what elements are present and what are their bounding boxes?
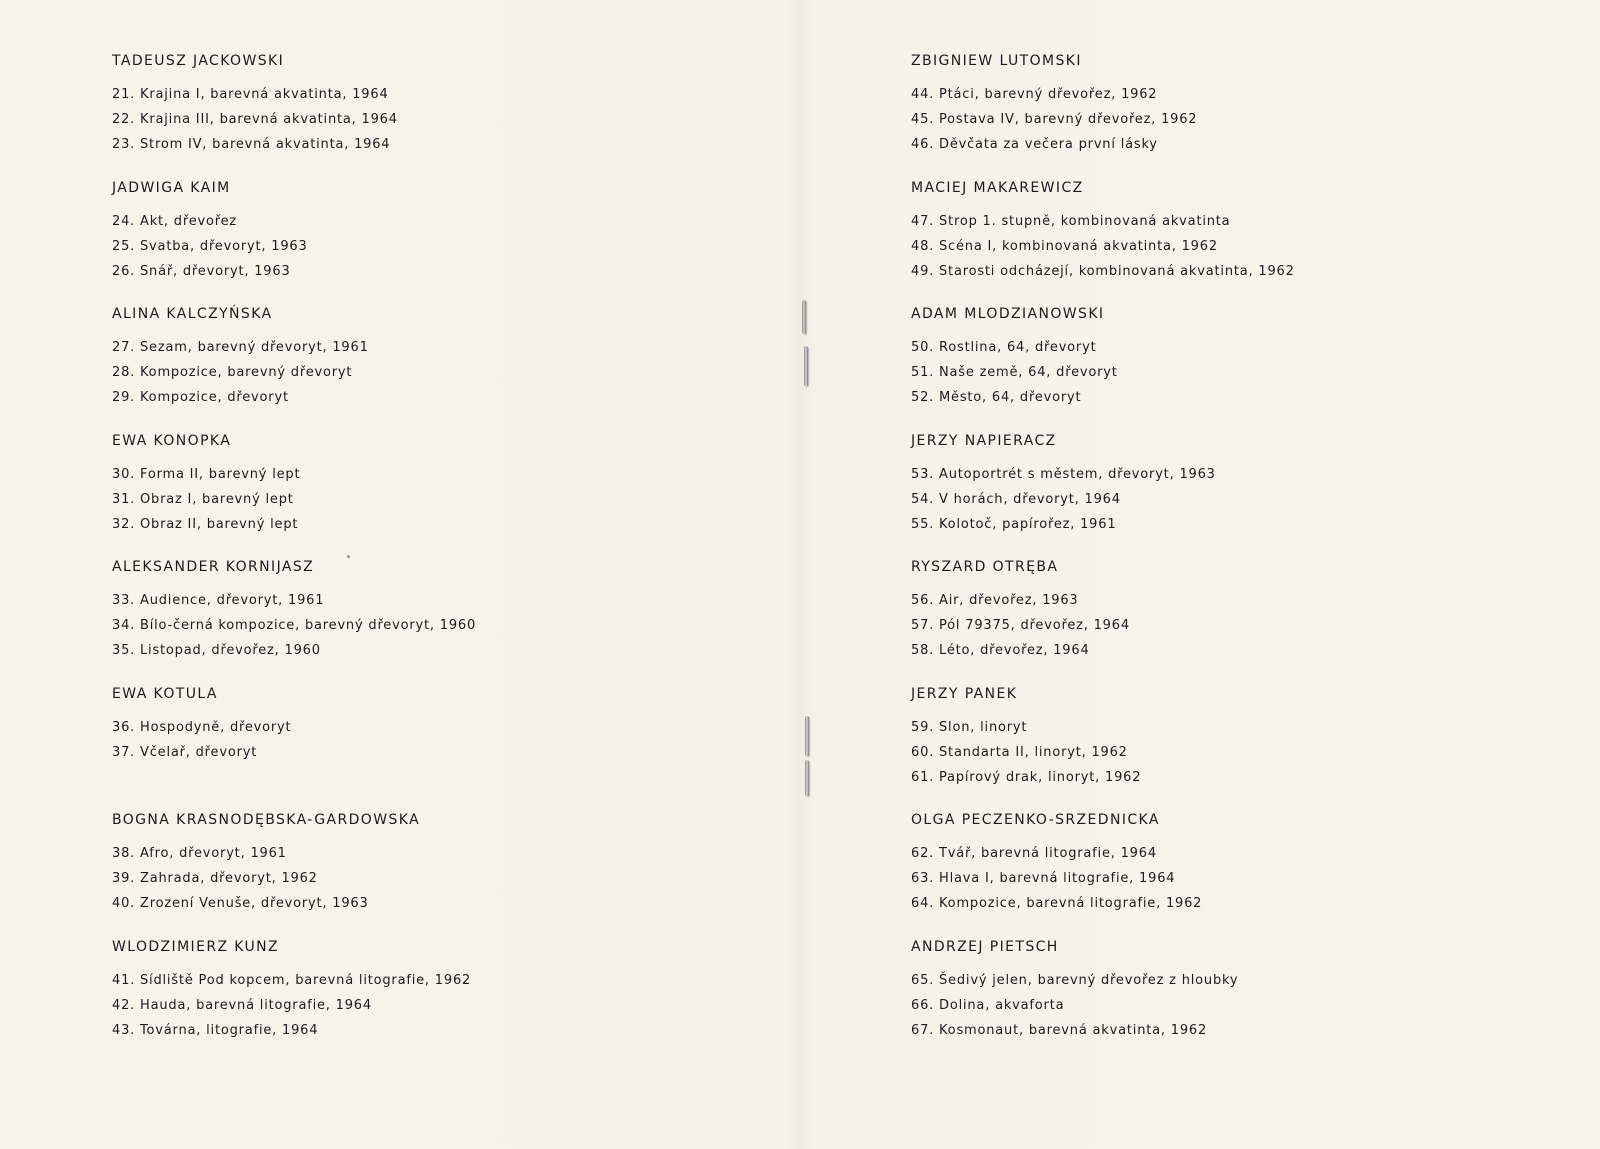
artist-section <box>911 685 1531 812</box>
artist-section <box>911 811 1531 938</box>
works-list <box>112 972 732 1047</box>
artist-section <box>112 179 732 306</box>
work-item: 25. Svatba, dřevoryt, 1963 <box>112 238 308 254</box>
artist-section <box>112 938 732 1065</box>
staple-top-upper <box>802 300 806 334</box>
artist-name: EWA KOTULA <box>112 685 218 702</box>
works-list <box>911 972 1531 1047</box>
work-item: 46. Děvčata za večera první lásky <box>911 137 1158 152</box>
artist-name: ALINA KALCZYŃSKA <box>112 306 273 322</box>
work-item: 22. Krajina III, barevná akvatinta, 1964 <box>112 112 398 127</box>
artist-name: TADEUSZ JACKOWSKI <box>112 53 285 69</box>
work-item: 32. Obraz II, barevný lept <box>112 516 299 532</box>
artist-name: ZBIGNIEW LUTOMSKI <box>911 53 1082 69</box>
artist-section <box>911 432 1531 559</box>
staple-bottom-upper <box>805 716 809 756</box>
artist-name: ADAM MLODZIANOWSKI <box>911 306 1105 322</box>
work-item: 34. Bílo-černá kompozice, barevný dřevoryt, 1960 <box>112 618 477 633</box>
work-item: 48. Scéna I, kombinovaná akvatinta, 1962 <box>911 238 1218 254</box>
works-list <box>112 466 732 541</box>
artist-section <box>112 558 732 685</box>
artist-name: EWA KONOPKA <box>112 432 232 449</box>
work-item: 63. Hlava I, barevná litografie, 1964 <box>911 871 1176 886</box>
work-item: 27. Sezam, barevný dřevoryt, 1961 <box>112 340 369 355</box>
work-item: 21. Krajina I, barevná akvatinta, 1964 <box>112 87 389 102</box>
works-list <box>911 592 1531 667</box>
artist-section <box>911 179 1531 306</box>
work-item: 44. Ptáci, barevný dřevořez, 1962 <box>911 87 1158 102</box>
artist-section <box>112 305 732 432</box>
works-list <box>112 86 732 161</box>
artist-section <box>112 432 732 559</box>
works-list <box>112 719 732 769</box>
work-item: 38. Afro, dřevoryt, 1961 <box>112 846 287 861</box>
work-item: 59. Slon, linoryt <box>911 719 1028 735</box>
artist-name: OLGA PECZENKO-SRZEDNICKA <box>911 812 1160 828</box>
work-item: 35. Listopad, dřevořez, 1960 <box>112 643 321 658</box>
work-item: 47. Strop 1. stupně, kombinovaná akvatinta <box>911 213 1231 229</box>
work-item: 65. Šedivý jelen, barevný dřevořez z hloubky <box>911 972 1239 988</box>
works-list <box>112 213 732 288</box>
work-item: 61. Papírový drak, linoryt, 1962 <box>911 769 1142 785</box>
work-item: 53. Autoportrét s městem, dřevoryt, 1963 <box>911 466 1216 482</box>
work-item: 41. Sídliště Pod kopcem, barevná litografie, 1962 <box>112 972 472 988</box>
work-item: 45. Postava IV, barevný dřevořez, 1962 <box>911 112 1198 127</box>
work-item: 28. Kompozice, barevný dřevoryt <box>112 365 353 380</box>
artist-section <box>112 811 732 938</box>
staple-bottom-lower <box>805 760 809 796</box>
work-item: 29. Kompozice, dřevoryt <box>112 390 289 405</box>
work-item: 64. Kompozice, barevná litografie, 1962 <box>911 896 1203 911</box>
artist-name: WLODZIMIERZ KUNZ <box>112 938 280 955</box>
artist-name: MACIEJ MAKAREWICZ <box>911 179 1084 196</box>
artist-name: ALEKSANDER KORNIJASZ <box>112 559 315 575</box>
work-item: 58. Léto, dřevořez, 1964 <box>911 643 1090 658</box>
work-item: 56. Air, dřevořez, 1963 <box>911 593 1079 608</box>
artist-name: JADWIGA KAIM <box>112 179 231 196</box>
work-item: 36. Hospodyně, dřevoryt <box>112 719 292 735</box>
work-item: 30. Forma II, barevný lept <box>112 466 301 482</box>
artist-section <box>911 558 1531 685</box>
work-item: 31. Obraz I, barevný lept <box>112 491 294 507</box>
works-list <box>911 466 1531 541</box>
artist-name: JERZY NAPIERACZ <box>911 432 1057 449</box>
work-item: 52. Město, 64, dřevoryt <box>911 390 1082 405</box>
work-item: 62. Tvář, barevná litografie, 1964 <box>911 846 1157 861</box>
work-item: 37. Včelař, dřevoryt <box>112 744 258 760</box>
work-item: 67. Kosmonaut, barevná akvatinta, 1962 <box>911 1022 1208 1038</box>
works-list <box>911 339 1531 414</box>
work-item: 26. Snář, dřevoryt, 1963 <box>112 263 291 279</box>
works-list <box>911 86 1531 161</box>
artist-name: BOGNA KRASNODĘBSKA-GARDOWSKA <box>112 812 421 828</box>
artist-section <box>911 52 1531 179</box>
artist-section <box>112 52 732 179</box>
works-list <box>112 592 732 667</box>
artist-name: ANDRZEJ PIETSCH <box>911 938 1059 955</box>
works-list <box>112 845 732 920</box>
artist-name: JERZY PANEK <box>911 685 1018 702</box>
work-item: 66. Dolina, akvaforta <box>911 997 1065 1013</box>
work-item: 57. Pól 79375, dřevořez, 1964 <box>911 618 1130 633</box>
work-item: 51. Naše země, 64, dřevoryt <box>911 365 1118 380</box>
works-list <box>911 719 1531 794</box>
artist-section <box>911 305 1531 432</box>
work-item: 40. Zrození Venuše, dřevoryt, 1963 <box>112 896 369 911</box>
staple-top-lower <box>804 346 808 386</box>
work-item: 33. Audience, dřevoryt, 1961 <box>112 593 325 608</box>
work-item: 24. Akt, dřevořez <box>112 213 238 229</box>
work-item: 55. Kolotoč, papírořez, 1961 <box>911 516 1117 532</box>
work-item: 54. V horách, dřevoryt, 1964 <box>911 491 1121 507</box>
work-item: 49. Starosti odcházejí, kombinovaná akvatinta, 1962 <box>911 263 1295 279</box>
artist-section <box>911 938 1531 1065</box>
works-list <box>112 339 732 414</box>
work-item: 50. Rostlina, 64, dřevoryt <box>911 340 1097 355</box>
right-column <box>911 52 1531 1064</box>
works-list <box>911 845 1531 920</box>
works-list <box>911 213 1531 288</box>
artist-section <box>112 685 732 812</box>
work-item: 60. Standarta II, linoryt, 1962 <box>911 744 1128 760</box>
work-item: 39. Zahrada, dřevoryt, 1962 <box>112 871 318 886</box>
artist-name: RYSZARD OTRĘBA <box>911 559 1059 575</box>
work-item: 42. Hauda, barevná litografie, 1964 <box>112 997 372 1013</box>
work-item: 43. Továrna, litografie, 1964 <box>112 1022 319 1038</box>
work-item: 23. Strom IV, barevná akvatinta, 1964 <box>112 137 391 152</box>
left-column <box>112 52 732 1064</box>
